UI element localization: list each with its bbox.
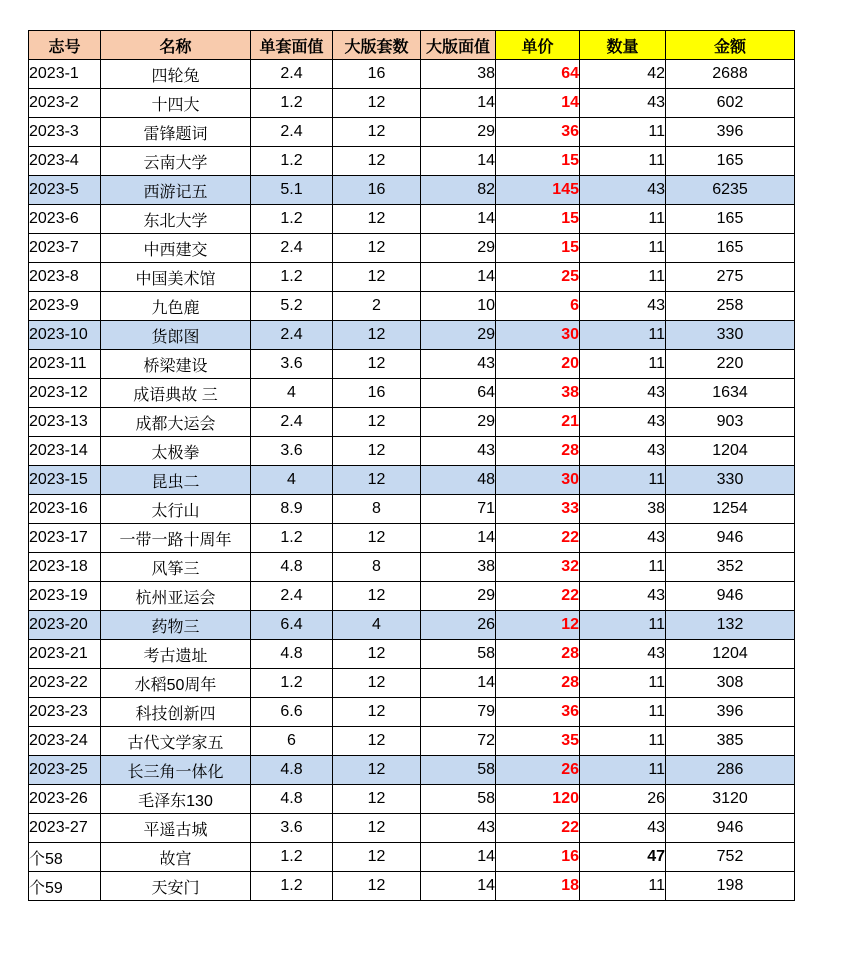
- cell-name[interactable]: 水稻50周年: [101, 669, 251, 698]
- cell-sheet-face-value[interactable]: 14: [421, 263, 496, 292]
- table-row: [29, 785, 795, 814]
- cell-unit-price[interactable]: 33: [496, 495, 580, 524]
- table-row: [29, 89, 795, 118]
- cell-face-value[interactable]: 2.4: [251, 321, 333, 350]
- cell-name[interactable]: 太行山: [101, 495, 251, 524]
- cell-name[interactable]: 长三角一体化: [101, 756, 251, 785]
- cell-unit-price[interactable]: 15: [496, 234, 580, 263]
- cell-amount[interactable]: 946: [666, 524, 795, 553]
- cell-face-value[interactable]: 1.2: [251, 89, 333, 118]
- cell-name[interactable]: 太极拳: [101, 437, 251, 466]
- cell-sheet-sets[interactable]: 12: [333, 669, 421, 698]
- table-row: [29, 698, 795, 727]
- cell-sheet-face-value[interactable]: 14: [421, 205, 496, 234]
- cell-sheet-sets[interactable]: 12: [333, 321, 421, 350]
- cell-sheet-face-value[interactable]: 29: [421, 582, 496, 611]
- cell-quantity[interactable]: 11: [580, 205, 666, 234]
- cell-sheet-face-value[interactable]: 14: [421, 669, 496, 698]
- cell-sheet-face-value[interactable]: 64: [421, 379, 496, 408]
- cell-quantity[interactable]: 11: [580, 727, 666, 756]
- header-face-value[interactable]: 单套面值: [251, 31, 333, 60]
- cell-name[interactable]: 风筝三: [101, 553, 251, 582]
- cell-sheet-sets[interactable]: 8: [333, 495, 421, 524]
- cell-sheet-sets[interactable]: 12: [333, 437, 421, 466]
- cell-id[interactable]: 2023-18: [29, 553, 101, 582]
- cell-name[interactable]: 四轮兔: [101, 60, 251, 89]
- cell-id[interactable]: 2023-24: [29, 727, 101, 756]
- cell-quantity[interactable]: 43: [580, 814, 666, 843]
- cell-sheet-sets[interactable]: 12: [333, 524, 421, 553]
- cell-sheet-sets[interactable]: 12: [333, 785, 421, 814]
- cell-face-value[interactable]: 6.6: [251, 698, 333, 727]
- table-row: [29, 263, 795, 292]
- table-row: [29, 205, 795, 234]
- cell-sheet-face-value[interactable]: 29: [421, 118, 496, 147]
- cell-name[interactable]: 故宫: [101, 843, 251, 872]
- cell-quantity[interactable]: 38: [580, 495, 666, 524]
- cell-name[interactable]: 考古遗址: [101, 640, 251, 669]
- cell-face-value[interactable]: 4.8: [251, 640, 333, 669]
- cell-quantity[interactable]: 42: [580, 60, 666, 89]
- cell-face-value[interactable]: 8.9: [251, 495, 333, 524]
- cell-id[interactable]: 个58: [29, 843, 101, 872]
- cell-sheet-sets[interactable]: 2: [333, 292, 421, 321]
- cell-sheet-sets[interactable]: 12: [333, 350, 421, 379]
- cell-id[interactable]: 2023-14: [29, 437, 101, 466]
- stamp-price-table: [28, 30, 795, 901]
- cell-amount[interactable]: 946: [666, 582, 795, 611]
- cell-unit-price[interactable]: 6: [496, 292, 580, 321]
- cell-quantity[interactable]: 11: [580, 669, 666, 698]
- cell-face-value[interactable]: 2.4: [251, 408, 333, 437]
- cell-quantity[interactable]: 43: [580, 408, 666, 437]
- cell-amount[interactable]: 752: [666, 843, 795, 872]
- header-amount[interactable]: 金额: [666, 31, 795, 60]
- cell-sheet-face-value[interactable]: 29: [421, 234, 496, 263]
- cell-id[interactable]: 2023-4: [29, 147, 101, 176]
- cell-id[interactable]: 2023-9: [29, 292, 101, 321]
- cell-amount[interactable]: 1204: [666, 640, 795, 669]
- table-row: [29, 640, 795, 669]
- cell-quantity[interactable]: 11: [580, 234, 666, 263]
- cell-sheet-sets[interactable]: 12: [333, 872, 421, 901]
- cell-name[interactable]: 古代文学家五: [101, 727, 251, 756]
- cell-face-value[interactable]: 2.4: [251, 234, 333, 263]
- cell-face-value[interactable]: 2.4: [251, 118, 333, 147]
- cell-name[interactable]: 十四大: [101, 89, 251, 118]
- cell-amount[interactable]: 396: [666, 698, 795, 727]
- cell-sheet-sets[interactable]: 12: [333, 843, 421, 872]
- cell-name[interactable]: 科技创新四: [101, 698, 251, 727]
- cell-unit-price[interactable]: 12: [496, 611, 580, 640]
- cell-id[interactable]: 2023-16: [29, 495, 101, 524]
- cell-unit-price[interactable]: 36: [496, 698, 580, 727]
- cell-sheet-face-value[interactable]: 43: [421, 350, 496, 379]
- cell-sheet-face-value[interactable]: 58: [421, 785, 496, 814]
- cell-id[interactable]: 2023-13: [29, 408, 101, 437]
- header-unit-price[interactable]: 单价: [496, 31, 580, 60]
- cell-amount[interactable]: 1634: [666, 379, 795, 408]
- cell-sheet-face-value[interactable]: 79: [421, 698, 496, 727]
- cell-sheet-sets[interactable]: 12: [333, 727, 421, 756]
- cell-amount[interactable]: 165: [666, 234, 795, 263]
- cell-amount[interactable]: 1254: [666, 495, 795, 524]
- cell-id[interactable]: 2023-20: [29, 611, 101, 640]
- cell-sheet-sets[interactable]: 4: [333, 611, 421, 640]
- cell-face-value[interactable]: 1.2: [251, 843, 333, 872]
- cell-sheet-sets[interactable]: 12: [333, 466, 421, 495]
- cell-unit-price[interactable]: 30: [496, 321, 580, 350]
- table-row: [29, 350, 795, 379]
- cell-amount[interactable]: 258: [666, 292, 795, 321]
- cell-quantity[interactable]: 11: [580, 147, 666, 176]
- table-row: [29, 843, 795, 872]
- table-row: [29, 814, 795, 843]
- cell-id[interactable]: 2023-1: [29, 60, 101, 89]
- cell-id[interactable]: 2023-27: [29, 814, 101, 843]
- cell-quantity[interactable]: 47: [580, 843, 666, 872]
- cell-quantity[interactable]: 11: [580, 321, 666, 350]
- cell-sheet-face-value[interactable]: 82: [421, 176, 496, 205]
- cell-quantity[interactable]: 11: [580, 698, 666, 727]
- cell-unit-price[interactable]: 25: [496, 263, 580, 292]
- cell-sheet-sets[interactable]: 12: [333, 698, 421, 727]
- cell-unit-price[interactable]: 35: [496, 727, 580, 756]
- cell-id[interactable]: 2023-15: [29, 466, 101, 495]
- cell-sheet-face-value[interactable]: 58: [421, 640, 496, 669]
- cell-name[interactable]: 毛泽东130: [101, 785, 251, 814]
- header-row: [29, 31, 795, 60]
- cell-sheet-sets[interactable]: 12: [333, 205, 421, 234]
- table-row: [29, 495, 795, 524]
- cell-quantity[interactable]: 11: [580, 611, 666, 640]
- cell-amount[interactable]: 275: [666, 263, 795, 292]
- cell-amount[interactable]: 3120: [666, 785, 795, 814]
- table-row: [29, 669, 795, 698]
- cell-name[interactable]: 成都大运会: [101, 408, 251, 437]
- cell-unit-price[interactable]: 22: [496, 814, 580, 843]
- cell-amount[interactable]: 330: [666, 466, 795, 495]
- cell-face-value[interactable]: 4: [251, 379, 333, 408]
- cell-face-value[interactable]: 6: [251, 727, 333, 756]
- cell-amount[interactable]: 1204: [666, 437, 795, 466]
- cell-amount[interactable]: 308: [666, 669, 795, 698]
- table-row: [29, 176, 795, 205]
- cell-sheet-sets[interactable]: 12: [333, 814, 421, 843]
- cell-sheet-face-value[interactable]: 58: [421, 756, 496, 785]
- cell-name[interactable]: 云南大学: [101, 147, 251, 176]
- table-row: [29, 553, 795, 582]
- cell-sheet-face-value[interactable]: 29: [421, 321, 496, 350]
- cell-id[interactable]: 2023-6: [29, 205, 101, 234]
- cell-name[interactable]: 天安门: [101, 872, 251, 901]
- cell-name[interactable]: 一带一路十周年: [101, 524, 251, 553]
- cell-name[interactable]: 杭州亚运会: [101, 582, 251, 611]
- cell-face-value[interactable]: 2.4: [251, 60, 333, 89]
- cell-unit-price[interactable]: 120: [496, 785, 580, 814]
- cell-id[interactable]: 2023-3: [29, 118, 101, 147]
- cell-sheet-face-value[interactable]: 14: [421, 872, 496, 901]
- cell-face-value[interactable]: 3.6: [251, 814, 333, 843]
- table-row: [29, 872, 795, 901]
- table-row: [29, 234, 795, 263]
- cell-name[interactable]: 雷锋题词: [101, 118, 251, 147]
- cell-quantity[interactable]: 11: [580, 756, 666, 785]
- cell-amount[interactable]: 165: [666, 147, 795, 176]
- table-row: [29, 118, 795, 147]
- cell-quantity[interactable]: 43: [580, 89, 666, 118]
- cell-quantity[interactable]: 11: [580, 872, 666, 901]
- cell-unit-price[interactable]: 14: [496, 89, 580, 118]
- cell-id[interactable]: 2023-17: [29, 524, 101, 553]
- cell-sheet-sets[interactable]: 12: [333, 408, 421, 437]
- cell-name[interactable]: 桥梁建设: [101, 350, 251, 379]
- cell-sheet-sets[interactable]: 12: [333, 582, 421, 611]
- cell-id[interactable]: 2023-26: [29, 785, 101, 814]
- cell-name[interactable]: 西游记五: [101, 176, 251, 205]
- table-row: [29, 379, 795, 408]
- cell-sheet-sets[interactable]: 16: [333, 176, 421, 205]
- cell-id[interactable]: 个59: [29, 872, 101, 901]
- header-sheet-face-value[interactable]: 大版面值: [421, 31, 496, 60]
- table-row: [29, 147, 795, 176]
- cell-unit-price[interactable]: 64: [496, 60, 580, 89]
- cell-face-value[interactable]: 5.2: [251, 292, 333, 321]
- cell-sheet-sets[interactable]: 8: [333, 553, 421, 582]
- cell-quantity[interactable]: 26: [580, 785, 666, 814]
- cell-sheet-sets[interactable]: 12: [333, 756, 421, 785]
- cell-face-value[interactable]: 4.8: [251, 553, 333, 582]
- cell-sheet-sets[interactable]: 12: [333, 89, 421, 118]
- cell-amount[interactable]: 286: [666, 756, 795, 785]
- table-row: [29, 727, 795, 756]
- cell-face-value[interactable]: 1.2: [251, 205, 333, 234]
- cell-amount[interactable]: 165: [666, 205, 795, 234]
- cell-amount[interactable]: 385: [666, 727, 795, 756]
- cell-amount[interactable]: 903: [666, 408, 795, 437]
- cell-sheet-face-value[interactable]: 71: [421, 495, 496, 524]
- cell-amount[interactable]: 396: [666, 118, 795, 147]
- cell-unit-price[interactable]: 18: [496, 872, 580, 901]
- cell-id[interactable]: 2023-5: [29, 176, 101, 205]
- cell-unit-price[interactable]: 32: [496, 553, 580, 582]
- table-row: [29, 524, 795, 553]
- cell-face-value[interactable]: 1.2: [251, 147, 333, 176]
- cell-sheet-sets[interactable]: 12: [333, 263, 421, 292]
- cell-unit-price[interactable]: 16: [496, 843, 580, 872]
- cell-unit-price[interactable]: 38: [496, 379, 580, 408]
- cell-name[interactable]: 药物三: [101, 611, 251, 640]
- cell-id[interactable]: 2023-2: [29, 89, 101, 118]
- cell-id[interactable]: 2023-7: [29, 234, 101, 263]
- cell-quantity[interactable]: 11: [580, 350, 666, 379]
- cell-quantity[interactable]: 11: [580, 466, 666, 495]
- cell-name[interactable]: 成语典故 三: [101, 379, 251, 408]
- cell-sheet-sets[interactable]: 16: [333, 60, 421, 89]
- cell-quantity[interactable]: 43: [580, 292, 666, 321]
- cell-unit-price[interactable]: 15: [496, 147, 580, 176]
- header-quantity[interactable]: 数量: [580, 31, 666, 60]
- cell-quantity[interactable]: 43: [580, 524, 666, 553]
- table-row: [29, 408, 795, 437]
- cell-quantity[interactable]: 11: [580, 263, 666, 292]
- cell-amount[interactable]: 198: [666, 872, 795, 901]
- cell-id[interactable]: 2023-21: [29, 640, 101, 669]
- cell-face-value[interactable]: 4.8: [251, 785, 333, 814]
- cell-face-value[interactable]: 2.4: [251, 582, 333, 611]
- cell-amount[interactable]: 132: [666, 611, 795, 640]
- cell-unit-price[interactable]: 36: [496, 118, 580, 147]
- table-body: [29, 60, 795, 901]
- cell-face-value[interactable]: 1.2: [251, 872, 333, 901]
- cell-sheet-sets[interactable]: 12: [333, 118, 421, 147]
- table-row: [29, 60, 795, 89]
- cell-sheet-face-value[interactable]: 26: [421, 611, 496, 640]
- cell-face-value[interactable]: 4: [251, 466, 333, 495]
- cell-id[interactable]: 2023-19: [29, 582, 101, 611]
- cell-sheet-face-value[interactable]: 48: [421, 466, 496, 495]
- cell-sheet-face-value[interactable]: 43: [421, 437, 496, 466]
- cell-unit-price[interactable]: 26: [496, 756, 580, 785]
- cell-quantity[interactable]: 43: [580, 437, 666, 466]
- cell-sheet-face-value[interactable]: 14: [421, 147, 496, 176]
- cell-face-value[interactable]: 1.2: [251, 669, 333, 698]
- cell-name[interactable]: 中西建交: [101, 234, 251, 263]
- cell-sheet-sets[interactable]: 16: [333, 379, 421, 408]
- cell-sheet-face-value[interactable]: 29: [421, 408, 496, 437]
- cell-sheet-sets[interactable]: 12: [333, 147, 421, 176]
- cell-amount[interactable]: 2688: [666, 60, 795, 89]
- cell-unit-price[interactable]: 20: [496, 350, 580, 379]
- cell-id[interactable]: 2023-25: [29, 756, 101, 785]
- cell-amount[interactable]: 602: [666, 89, 795, 118]
- header-sheet-sets[interactable]: 大版套数: [333, 31, 421, 60]
- cell-sheet-face-value[interactable]: 14: [421, 524, 496, 553]
- cell-quantity[interactable]: 11: [580, 553, 666, 582]
- cell-sheet-face-value[interactable]: 10: [421, 292, 496, 321]
- cell-face-value[interactable]: 1.2: [251, 524, 333, 553]
- cell-id[interactable]: 2023-12: [29, 379, 101, 408]
- table-row: [29, 611, 795, 640]
- cell-sheet-face-value[interactable]: 14: [421, 89, 496, 118]
- table-row: [29, 292, 795, 321]
- cell-quantity[interactable]: 43: [580, 582, 666, 611]
- cell-sheet-face-value[interactable]: 38: [421, 553, 496, 582]
- table-row: [29, 466, 795, 495]
- cell-sheet-sets[interactable]: 12: [333, 234, 421, 263]
- cell-id[interactable]: 2023-23: [29, 698, 101, 727]
- cell-quantity[interactable]: 43: [580, 379, 666, 408]
- cell-id[interactable]: 2023-10: [29, 321, 101, 350]
- cell-unit-price[interactable]: 22: [496, 524, 580, 553]
- cell-sheet-face-value[interactable]: 43: [421, 814, 496, 843]
- cell-amount[interactable]: 352: [666, 553, 795, 582]
- cell-name[interactable]: 九色鹿: [101, 292, 251, 321]
- table-row: [29, 582, 795, 611]
- cell-name[interactable]: 昆虫二: [101, 466, 251, 495]
- cell-id[interactable]: 2023-22: [29, 669, 101, 698]
- header-id[interactable]: 志号: [29, 31, 101, 60]
- cell-sheet-face-value[interactable]: 38: [421, 60, 496, 89]
- cell-amount[interactable]: 330: [666, 321, 795, 350]
- cell-face-value[interactable]: 6.4: [251, 611, 333, 640]
- cell-face-value[interactable]: 1.2: [251, 263, 333, 292]
- cell-unit-price[interactable]: 30: [496, 466, 580, 495]
- cell-name[interactable]: 货郎图: [101, 321, 251, 350]
- cell-unit-price[interactable]: 22: [496, 582, 580, 611]
- cell-unit-price[interactable]: 28: [496, 437, 580, 466]
- cell-face-value[interactable]: 3.6: [251, 350, 333, 379]
- cell-amount[interactable]: 220: [666, 350, 795, 379]
- cell-quantity[interactable]: 43: [580, 176, 666, 205]
- cell-quantity[interactable]: 43: [580, 640, 666, 669]
- cell-amount[interactable]: 946: [666, 814, 795, 843]
- cell-id[interactable]: 2023-11: [29, 350, 101, 379]
- table-row: [29, 756, 795, 785]
- cell-face-value[interactable]: 3.6: [251, 437, 333, 466]
- table-row: [29, 437, 795, 466]
- cell-name[interactable]: 东北大学: [101, 205, 251, 234]
- header-name[interactable]: 名称: [101, 31, 251, 60]
- cell-sheet-sets[interactable]: 12: [333, 640, 421, 669]
- cell-name[interactable]: 中国美术馆: [101, 263, 251, 292]
- cell-sheet-face-value[interactable]: 14: [421, 843, 496, 872]
- cell-sheet-face-value[interactable]: 72: [421, 727, 496, 756]
- cell-unit-price[interactable]: 28: [496, 640, 580, 669]
- cell-face-value[interactable]: 5.1: [251, 176, 333, 205]
- cell-unit-price[interactable]: 28: [496, 669, 580, 698]
- cell-amount[interactable]: 6235: [666, 176, 795, 205]
- table-row: [29, 321, 795, 350]
- cell-unit-price[interactable]: 15: [496, 205, 580, 234]
- cell-face-value[interactable]: 4.8: [251, 756, 333, 785]
- cell-id[interactable]: 2023-8: [29, 263, 101, 292]
- cell-name[interactable]: 平遥古城: [101, 814, 251, 843]
- cell-quantity[interactable]: 11: [580, 118, 666, 147]
- cell-unit-price[interactable]: 21: [496, 408, 580, 437]
- cell-unit-price[interactable]: 145: [496, 176, 580, 205]
